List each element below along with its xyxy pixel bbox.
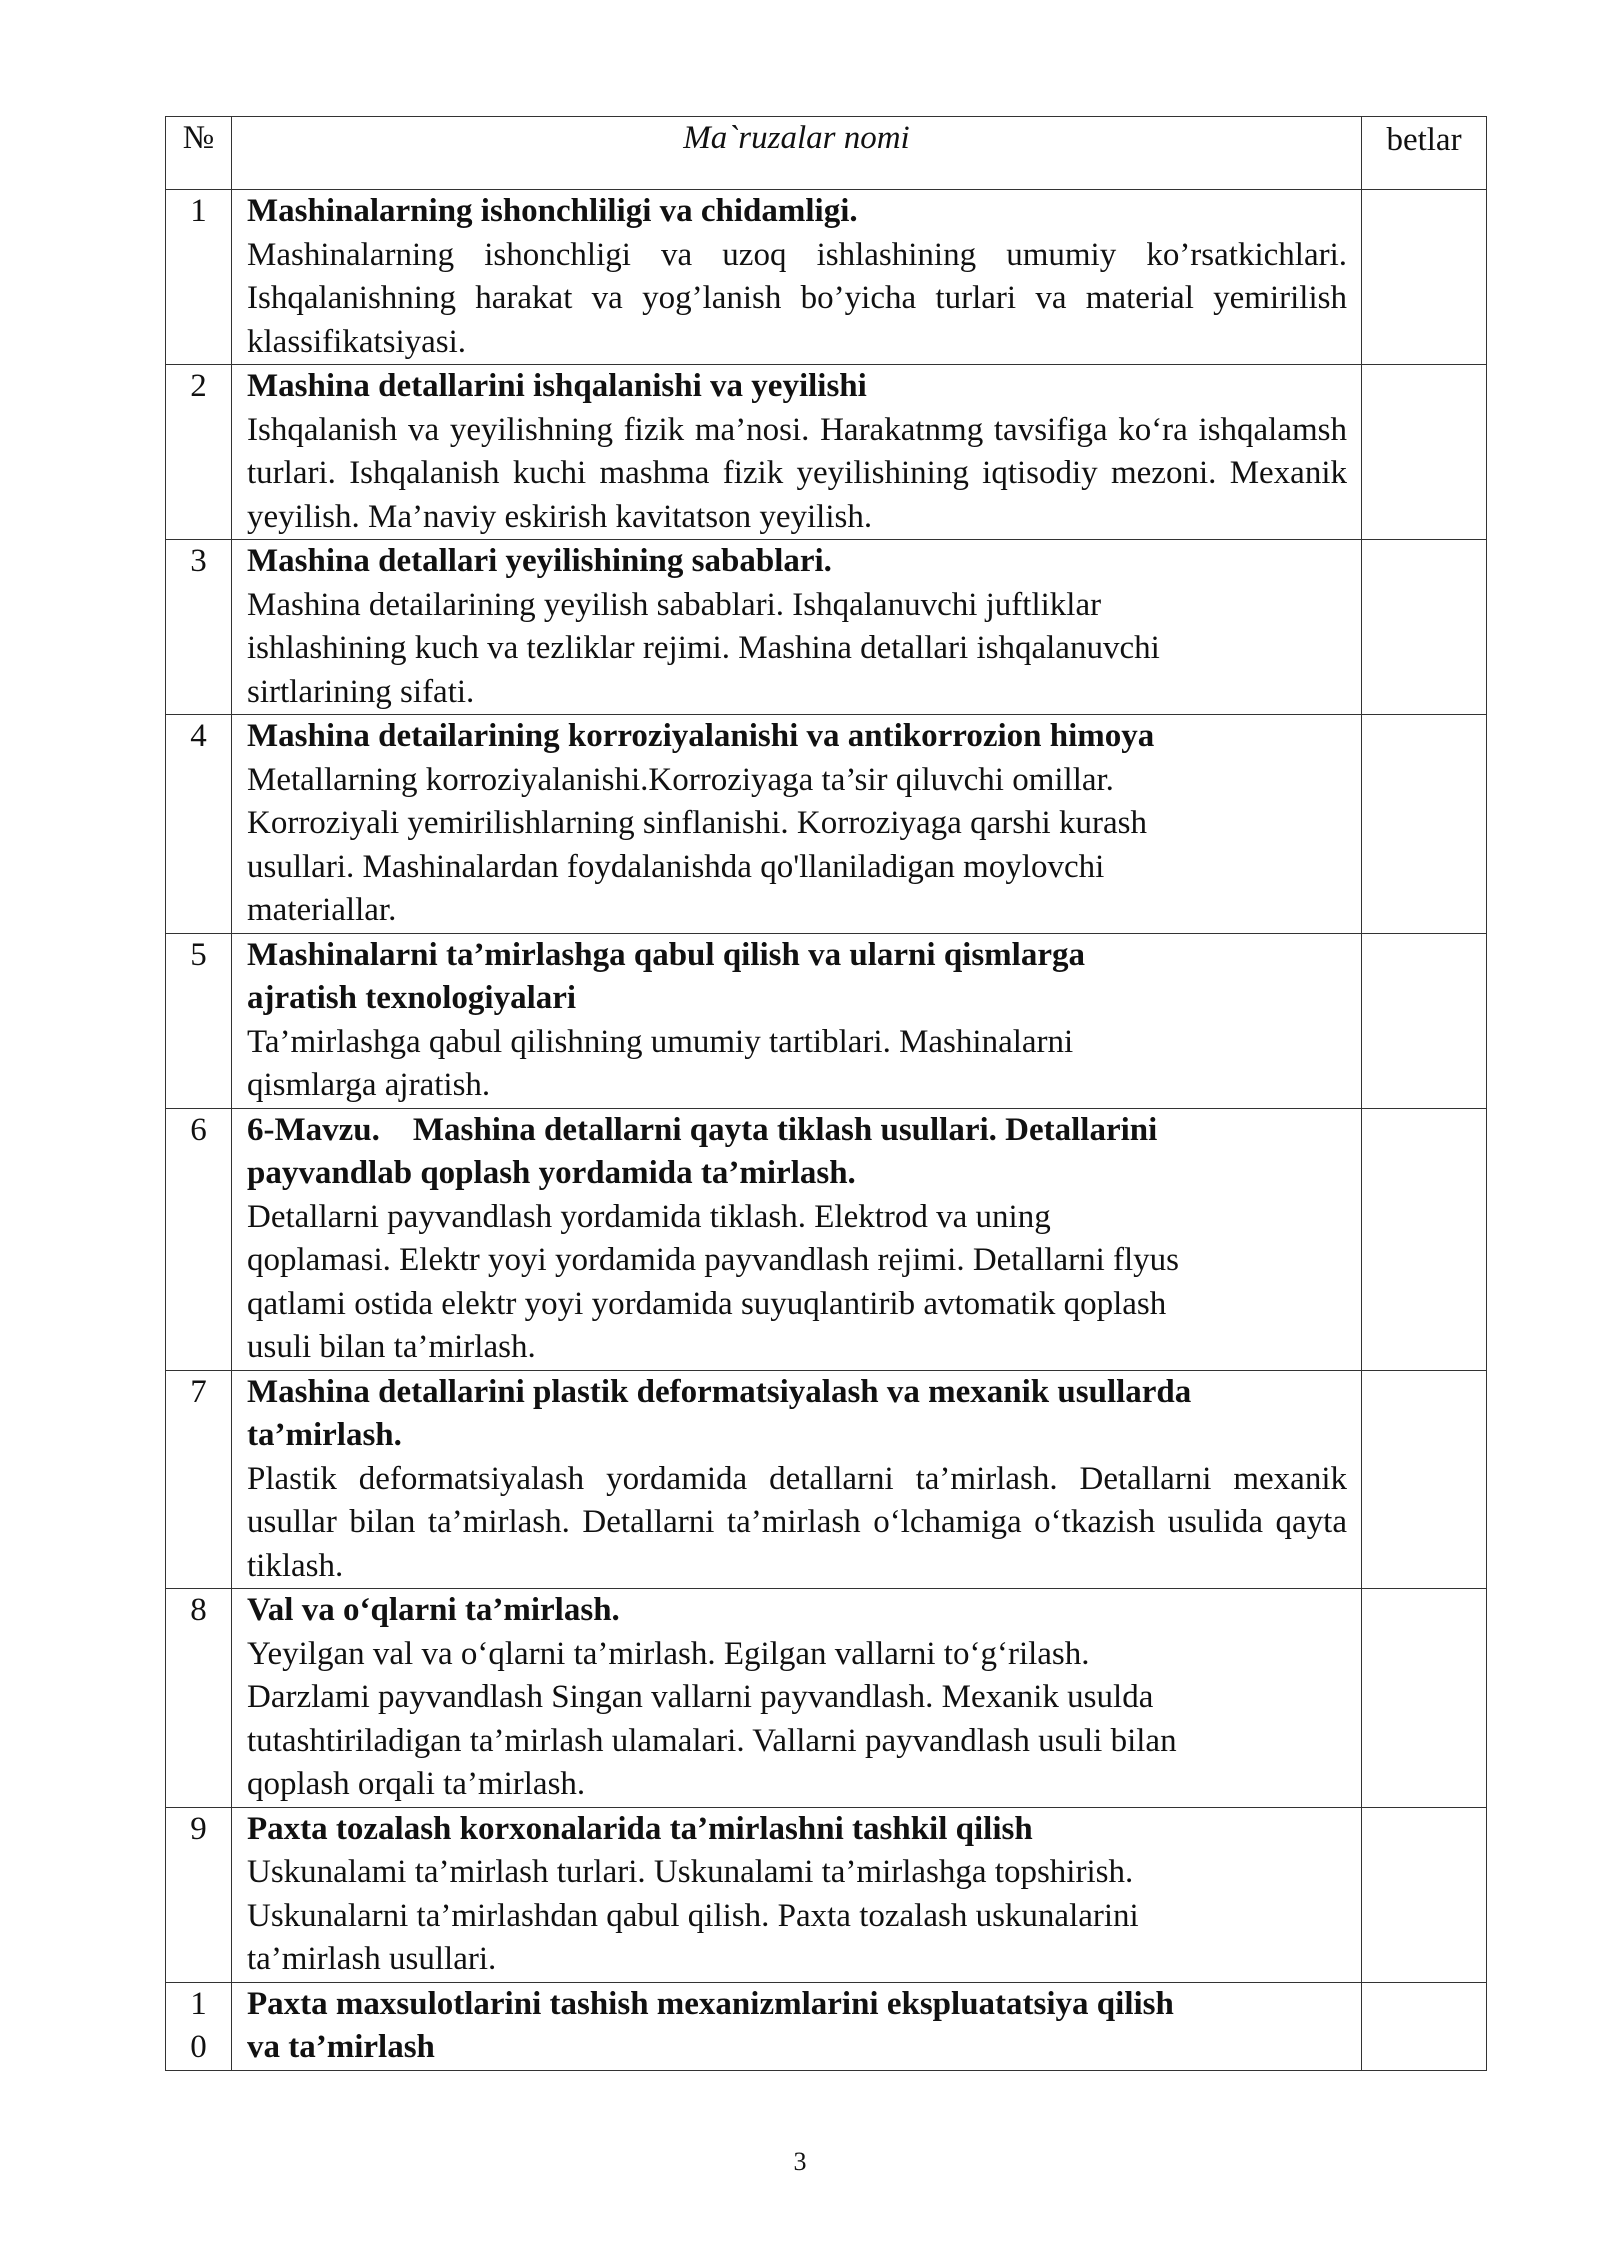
lecture-title: Mashina detailarining korroziyalanishi va antikorrozion himoya <box>247 718 1155 754</box>
lecture-description: Ishqalanish va yeyilishning fizik ma’nosi. Harakatnmg tavsifiga ko‘ra ishqalamsh turlari. Ishqalanish kuchi mashma fizik yeyilishining iqtisodiy mezoni. Mexanik yeyilish. Ma’naviy eskirish kavitatson yeyilish. <box>247 411 1347 535</box>
lecture-description-line: qoplamasi. Elektr yoyi yordamida payvandlash rejimi. Detallarni flyus <box>247 1242 1180 1278</box>
lecture-description-line: Detallarni payvandlash yordamida tiklash. Elektrod va uning <box>247 1198 1051 1235</box>
row-pages <box>1362 1370 1487 1589</box>
row-content <box>232 1982 1362 2070</box>
row-number: 4 <box>166 715 232 934</box>
lecture-description-line: Uskunalami ta’mirlash turlari. Uskunalami ta’mirlashga topshirish. <box>247 1854 1134 1890</box>
page-number: 3 <box>793 2147 807 2176</box>
row-pages <box>1362 1807 1487 1982</box>
lecture-title-line: Mashina detallarini plastik deformatsiyalash va mexanik usullarda <box>247 1373 1192 1410</box>
table-row <box>166 540 1487 715</box>
lecture-title-line: payvandlab qoplash yordamida ta’mirlash. <box>247 1155 856 1191</box>
lecture-title-line: Paxta maxsulotlarini tashish mexanizmlarini ekspluatatsiya qilish <box>247 1985 1174 2022</box>
lecture-description-line: usuli bilan ta’mirlash. <box>247 1329 536 1365</box>
table-row <box>166 365 1487 540</box>
lecture-description-line: materiallar. <box>247 892 397 928</box>
table-row <box>166 1589 1487 1808</box>
row-content <box>232 540 1362 715</box>
table-row <box>166 933 1487 1108</box>
table-row <box>166 715 1487 934</box>
row-number: 9 <box>166 1807 232 1982</box>
row-pages <box>1362 1108 1487 1370</box>
table-row <box>166 1370 1487 1589</box>
lecture-description-line: qoplash orqali ta’mirlash. <box>247 1766 586 1802</box>
table-row <box>166 1108 1487 1370</box>
row-content <box>232 933 1362 1108</box>
header-lecture-title: Ma`ruzalar nomi <box>232 117 1362 190</box>
lecture-description-line: sirtlarining sifati. <box>247 673 475 710</box>
lecture-description-line: tutashtiriladigan ta’mirlash ulamalari. Vallarni payvandlash usuli bilan <box>247 1722 1177 1759</box>
row-pages <box>1362 540 1487 715</box>
row-number: 6 <box>166 1108 232 1370</box>
lecture-description: Mashinalarning ishonchligi va uzoq ishlashining umumiy ko’rsatkichlari. Ishqalanishning harakat va yog’lanish bo’yicha turlari va material yemirilish klassifikatsiyasi. <box>247 236 1347 360</box>
lecture-title: Paxta tozalash korxonalarida ta’mirlashni tashkil qilish <box>247 1810 1033 1847</box>
lecture-description-line: Darzlami payvandlash Singan vallarni payvandlash. Mexanik usulda <box>247 1679 1154 1715</box>
table-row <box>166 1982 1487 2070</box>
lecture-description-line: Ta’mirlashga qabul qilishning umumiy tartiblari. Mashinalarni <box>247 1023 1074 1060</box>
row-pages <box>1362 1982 1487 2070</box>
table-header-row <box>166 117 1487 190</box>
lecture-description-line: Yeyilgan val va o‘qlarni ta’mirlash. Egilgan vallarni to‘g‘rilash. <box>247 1635 1090 1672</box>
row-number: 2 <box>166 365 232 540</box>
row-number-line: 0 <box>190 2029 207 2065</box>
row-number: 1 <box>166 190 232 365</box>
lecture-title-line: Mashinalarni ta’mirlashga qabul qilish va ularni qismlarga <box>247 936 1085 973</box>
lecture-title: Mashinalarning ishonchliligi va chidamligi. <box>247 193 858 229</box>
lectures-table <box>165 116 1487 2071</box>
lecture-title: Val va o‘qlarni ta’mirlash. <box>247 1592 620 1628</box>
lecture-description-line: qismlarga ajratish. <box>247 1067 491 1103</box>
lecture-description-line: Mashina detailarining yeyilish sabablari. Ishqalanuvchi juftliklar <box>247 586 1102 623</box>
lecture-title-line: 6-Mavzu. Mashina detallarni qayta tiklash usullari. Detallarini <box>247 1111 1158 1148</box>
header-pages: betlar <box>1362 117 1487 190</box>
lecture-description-line: ta’mirlash usullari. <box>247 1941 497 1977</box>
row-pages <box>1362 1589 1487 1808</box>
lecture-description-line: qatlami ostida elektr yoyi yordamida suyuqlantirib avtomatik qoplash <box>247 1285 1167 1322</box>
row-number: 7 <box>166 1370 232 1589</box>
row-content <box>232 190 1362 365</box>
row-content <box>232 1589 1362 1808</box>
lecture-description-line: usullari. Mashinalardan foydalanishda qo'llaniladigan moylovchi <box>247 848 1105 885</box>
row-number: 3 <box>166 540 232 715</box>
row-content <box>232 1370 1362 1589</box>
row-number <box>166 1982 232 2070</box>
row-content <box>232 715 1362 934</box>
table-row <box>166 1807 1487 1982</box>
lecture-title-line: va ta’mirlash <box>247 2029 435 2065</box>
row-content <box>232 1108 1362 1370</box>
row-content <box>232 1807 1362 1982</box>
lecture-title-line: ajratish texnologiyalari <box>247 980 577 1016</box>
lecture-description-line: Korroziyali yemirilishlarning sinflanishi. Korroziyaga qarshi kurash <box>247 805 1147 841</box>
table-row <box>166 190 1487 365</box>
row-pages <box>1362 190 1487 365</box>
row-number-line: 1 <box>190 1985 207 2022</box>
lecture-description: Plastik deformatsiyalash yordamida detallarni ta’mirlash. Detallarni mexanik usullar bilan ta’mirlash. Detallarni ta’mirlash o‘lchamiga o‘tkazish usulida qayta tiklash. <box>247 1460 1347 1584</box>
header-number: № <box>166 117 232 190</box>
row-pages <box>1362 365 1487 540</box>
lecture-title-line: ta’mirlash. <box>247 1417 402 1453</box>
row-number: 5 <box>166 933 232 1108</box>
lecture-description-line: Uskunalarni ta’mirlashdan qabul qilish. Paxta tozalash uskunalarini <box>247 1897 1139 1934</box>
row-pages <box>1362 715 1487 934</box>
row-number: 8 <box>166 1589 232 1808</box>
lecture-title: Mashina detallarini ishqalanishi va yeyilishi <box>247 368 867 404</box>
row-pages <box>1362 933 1487 1108</box>
row-content <box>232 365 1362 540</box>
lecture-description-line: ishlashining kuch va tezliklar rejimi. Mashina detallari ishqalanuvchi <box>247 630 1160 666</box>
lecture-description-line: Metallarning korroziyalanishi.Korroziyaga ta’sir qiluvchi omillar. <box>247 761 1114 798</box>
lecture-title: Mashina detallari yeyilishining sabablari. <box>247 543 832 579</box>
